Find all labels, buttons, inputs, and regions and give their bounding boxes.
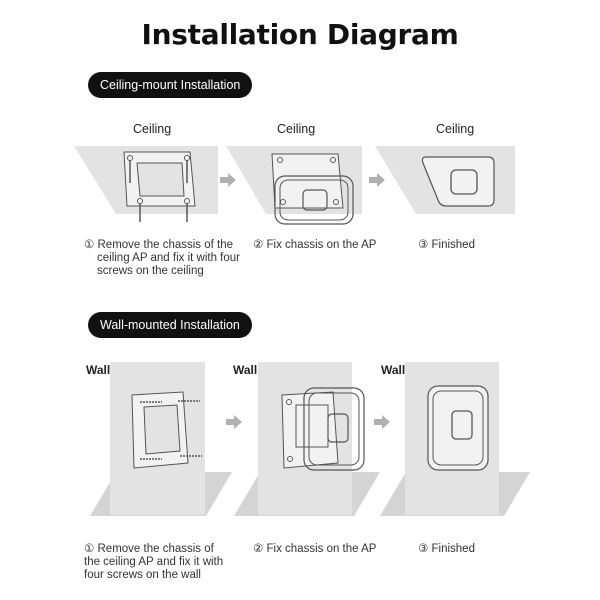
wall-section-badge: Wall-mounted Installation (88, 312, 252, 338)
wall-step-1-caption: ① Remove the chassis of the ceiling AP and fix it with four screws on the wall (84, 543, 224, 581)
wall-step-2-caption: ② Fix chassis on the AP (253, 543, 377, 555)
wall-step-1-illustration (90, 362, 232, 516)
ceiling-label-3: Ceiling (436, 122, 475, 136)
ceiling-step-3-caption: ③ Finished (418, 239, 475, 251)
ceiling-label-2: Ceiling (277, 122, 316, 136)
ceiling-label-1: Ceiling (133, 122, 172, 136)
ceiling-step-3-illustration (375, 146, 515, 214)
wall-step-3-illustration (380, 362, 530, 516)
wall-step-3-caption: ③ Finished (418, 543, 475, 555)
ceiling-section-badge: Ceiling-mount Installation (88, 72, 252, 98)
wall-label-3: Wall (381, 363, 406, 377)
wall-arrow-1 (226, 415, 242, 429)
ceiling-step-1-caption: ① Remove the chassis of the ceiling AP and fix it with four screws on the ceiling (84, 239, 240, 277)
wall-step-2-illustration (234, 362, 380, 516)
wall-arrow-2 (374, 415, 390, 429)
wall-label-1: Wall (86, 363, 111, 377)
ceiling-arrow-2 (369, 173, 385, 187)
ceiling-arrow-1 (220, 173, 236, 187)
ceiling-step-2-illustration (226, 146, 362, 224)
wall-label-2: Wall (233, 363, 258, 377)
ceiling-step-1-illustration (74, 146, 218, 222)
ceiling-step-2-caption: ② Fix chassis on the AP (253, 239, 377, 251)
page-title: Installation Diagram (141, 18, 459, 51)
